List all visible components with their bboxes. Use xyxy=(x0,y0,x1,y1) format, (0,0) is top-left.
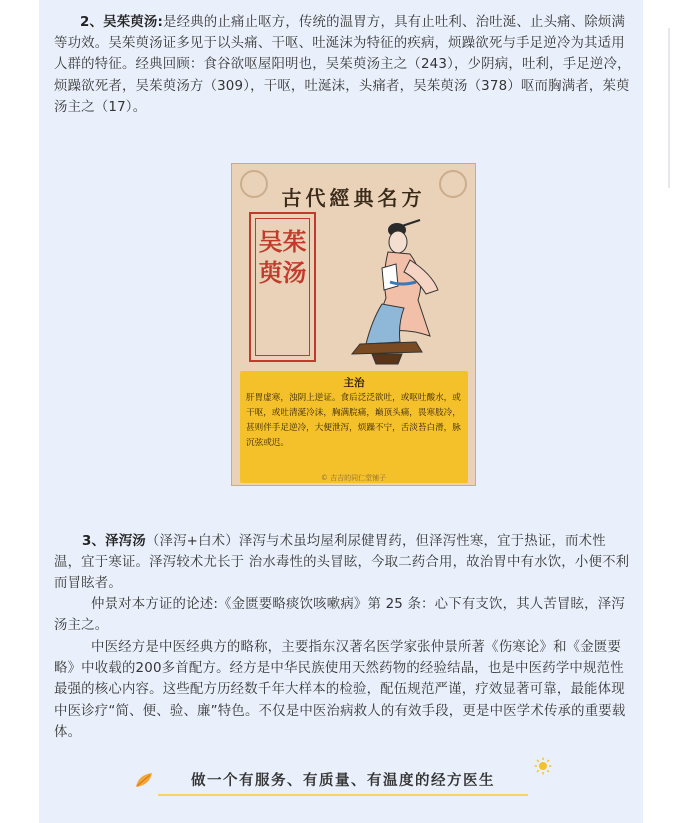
intro-paragraph: 中医经方是中医经典方的略称，主要指东汉著名医学家张仲景所著《伤寒论》和《金匮要略》中收载的200多首配方。经方是中华民族使用天然药物的经验结晶，也是中医药学中规范性最强的核心内容。这些配方历经数千年大样本的检验，配伍规范严谨，疗效显著可靠，最能体现中医诊疗“简、便、验、廉”特色。不仅是中医治病救人的有效手段，更是中医学术传承的重要载体。 xyxy=(54,640,626,740)
sun-icon xyxy=(534,757,552,775)
slogan-text: 做一个有服务、有质量、有温度的经方医生 xyxy=(191,773,495,789)
indications-text: 肝胃虚寒，浊阴上逆证。食后泛泛欲吐，或呕吐酸水，或干呕，或吐清涎冷沫，胸满脘痛，巅顶头痛，畏寒肢冷，甚则伴手足逆冷，大便泄泻，烦躁不宁，舌淡苔白滑，脉沉弦或迟。 xyxy=(246,393,461,448)
formula-name-stamp xyxy=(249,212,316,362)
section-3-paragraph xyxy=(54,531,632,595)
scroll-divider xyxy=(668,28,670,188)
section-2-body: 是经典的止痛止呕方，传统的温胃方，具有止吐利、治吐涎、止头痛、除烦满等功效。吴茱萸汤证多见于以头痛、干呕、吐涎沫为特征的疾病，烦躁欲死与手足逆冷为其适用人群的特征。经典回顾：食谷欲呕屋阳明也，吴茱萸汤主之（243），少阴病，吐利，手足逆冷，烦躁欲死者，吴茱萸汤方（309），干呕，吐涎沫，头痛者，吴茱萸汤（378）呕而胸满者，茱萸汤主之（17）。 xyxy=(54,15,631,115)
stamp-text: 吴茱萸汤 xyxy=(258,227,307,287)
section-3-body: （泽泻+白术）泽泻与术虽均屋利尿健胃药，但泽泻性寒，宜于热证，而术性温，宜于寒证。泽泻较术尤长于 治水毒性的头冒眩，今取二药合用，故治胃中有水饮，小便不利而冒眩者。 xyxy=(54,534,630,592)
section-2-paragraph xyxy=(54,12,632,118)
quote-paragraph: 仲景对本方证的论述:《金匮要略痰饮咳嗽病》第 25 条：心下有支饮，其人苦冒眩，泽泻汤主之。 xyxy=(54,597,625,634)
scholar-reading-icon xyxy=(342,216,472,366)
formula-illustration xyxy=(231,163,476,486)
section-2-heading: 2、吴茱萸汤: xyxy=(80,15,164,30)
indications-box xyxy=(240,371,468,483)
image-watermark: © 吉吉的同仁堂铺子 xyxy=(320,474,387,482)
section-3-heading: 3、泽泻汤 xyxy=(82,534,146,549)
indications-title: 主治 xyxy=(343,377,365,389)
illustration-title: 古代經典名方 xyxy=(281,186,426,210)
slogan-banner xyxy=(138,763,548,799)
slogan-underline xyxy=(158,794,528,796)
